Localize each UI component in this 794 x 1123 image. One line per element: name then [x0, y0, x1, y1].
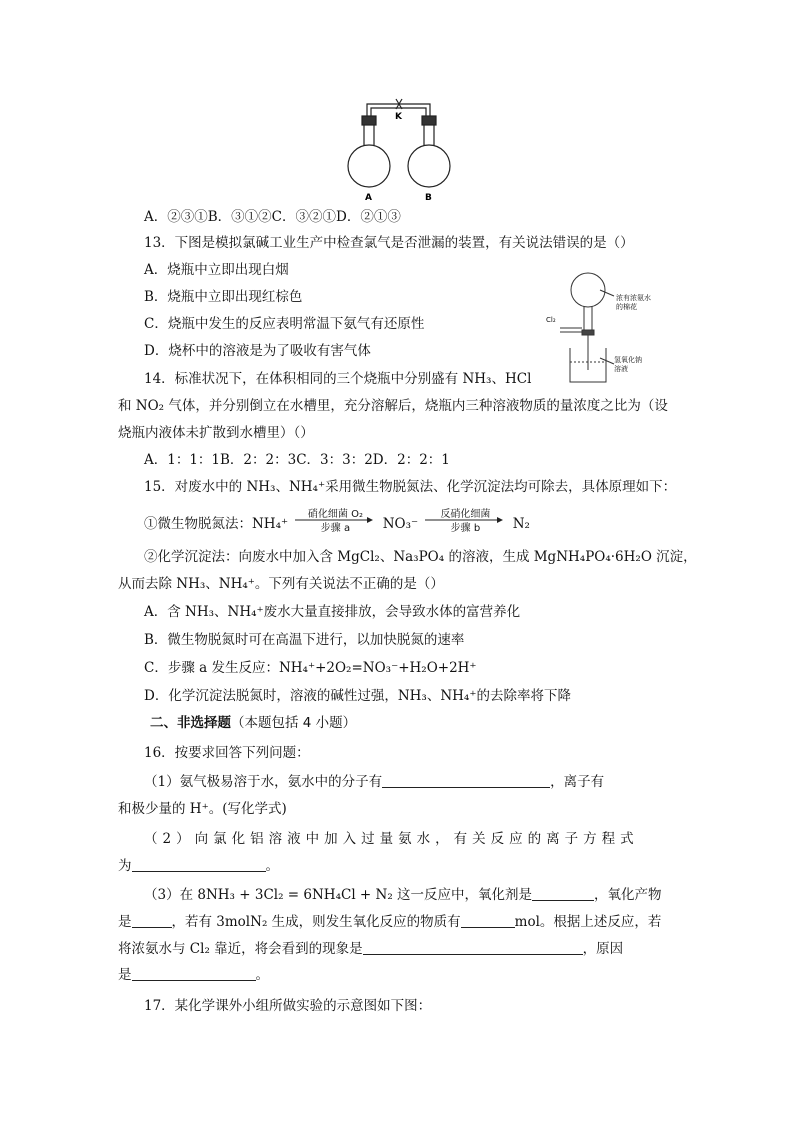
q17-stem: 17．某化学课外小组所做实验的示意图如下图：	[144, 998, 432, 1014]
label-ammonia-cotton: 浓有浓氨水 的棉花	[616, 294, 651, 311]
m1-end: N₂	[512, 516, 530, 532]
q14-line1: 14．标准状况下，在体积相同的三个烧瓶中分别盛有 NH₃、HCl	[144, 371, 532, 387]
q14-line2: 和 NO₂ 气体，并分别倒立在水槽里，充分溶解后，烧瓶内三种溶液物质的量浓度之比为（设	[118, 398, 668, 414]
label-cl2: Cl₂	[546, 316, 556, 324]
flask-diagram-icon	[340, 96, 460, 206]
q14-options: A．1：1：1B．2：2：3C．3：3：2D．2：2：1	[144, 452, 450, 468]
two-flask-figure	[340, 96, 460, 206]
q15-method2-line1: ②化学沉淀法：向废水中加入含 MgCl₂、Na₃PO₄ 的溶液，生成 MgNH₄PO₄·6H₂O 沉淀，	[144, 549, 697, 565]
m1-prefix: ①微生物脱氮法：NH₄⁺	[144, 516, 289, 532]
answer-blank[interactable]	[532, 886, 594, 901]
q13-option-a: A．烧瓶中立即出现白烟	[144, 262, 289, 278]
q14-line3: 烧瓶内液体未扩散到水槽里）（）	[118, 425, 314, 441]
q16-part1-line1: （1）氨气极易溶于水，氨水中的分子有 ，离子有	[144, 774, 605, 790]
label-k: K	[395, 112, 402, 122]
arrow-step-a: 硝化细菌 O₂ 步骤 a	[295, 508, 375, 534]
section-two-title: 二、非选择题（本题包括 4 小题）	[150, 715, 357, 731]
q16-part3-line4: 是 。	[118, 967, 269, 983]
section-two-note: （本题包括 4 小题）	[231, 715, 357, 731]
q16-part2-line1: （2）向氯化铝溶液中加入过量氨水，有关反应的离子方程式	[144, 831, 639, 847]
m1-mid: NO₃⁻	[382, 516, 419, 532]
arrow-step-b: 反硝化细菌 步骤 b	[425, 508, 505, 534]
q13-stem: 13．下图是模拟氯碱工业生产中检查氯气是否泄漏的装置，有关说法错误的是（）	[144, 235, 634, 251]
q15-option-b: B．微生物脱氮时可在高温下进行，以加快脱氮的速率	[144, 632, 465, 648]
q15-method1	[144, 508, 530, 534]
answer-blank[interactable]	[132, 913, 172, 928]
q13-option-b: B．烧瓶中立即出现红棕色	[144, 289, 303, 305]
q12-options: A．②③①B．③①②C．③②①D．②①③	[144, 209, 401, 225]
q16-part1-line2: 和极少量的 H⁺。(写化学式)	[118, 801, 287, 817]
q16-part2-line2: 为 。	[118, 858, 279, 874]
q13-option-c: C．烧瓶中发生的反应表明常温下氨气有还原性	[144, 316, 425, 332]
answer-blank[interactable]	[132, 857, 266, 872]
label-a: A	[365, 193, 372, 203]
q15-method2-line2: 从而去除 NH₃、NH₄⁺。下列有关说法不正确的是（）	[118, 576, 444, 592]
chlorine-leak-apparatus	[540, 270, 650, 388]
q16-part3-line2: 是 ，若有 3molN₂ 生成，则发生氧化反应的物质有 mol。根据上述反应，若	[118, 914, 662, 930]
q16-part3-line3: 将浓氨水与 Cl₂ 靠近，将会看到的现象是 ，原因	[118, 941, 624, 957]
answer-blank[interactable]	[461, 913, 515, 928]
q15-option-c: C．步骤 a 发生反应：NH₄⁺+2O₂=NO₃⁻+H₂O+2H⁺	[144, 660, 477, 676]
q15-option-a: A．含 NH₃、NH₄⁺废水大量直接排放，会导致水体的富营养化	[144, 604, 521, 620]
answer-blank[interactable]	[363, 940, 583, 955]
q15-option-d: D．化学沉淀法脱氮时，溶液的碱性过强，NH₃、NH₄⁺的去除率将下降	[144, 688, 571, 704]
answer-blank[interactable]	[132, 966, 256, 981]
q15-stem: 15．对废水中的 NH₃、NH₄⁺采用微生物脱氮法、化学沉淀法均可除去，具体原理如下：	[144, 479, 677, 495]
label-b: B	[425, 193, 432, 203]
q16-part3-line1: （3）在 8NH₃ + 3Cl₂ = 6NH₄Cl + N₂ 这一反应中，氧化剂是 ，氧化产物	[144, 887, 662, 903]
label-naoh: 氢氧化钠 溶液	[614, 356, 642, 373]
answer-blank[interactable]	[382, 773, 550, 788]
q16-stem: 16．按要求回答下列问题：	[144, 745, 310, 761]
q13-option-d: D．烧杯中的溶液是为了吸收有害气体	[144, 343, 371, 359]
